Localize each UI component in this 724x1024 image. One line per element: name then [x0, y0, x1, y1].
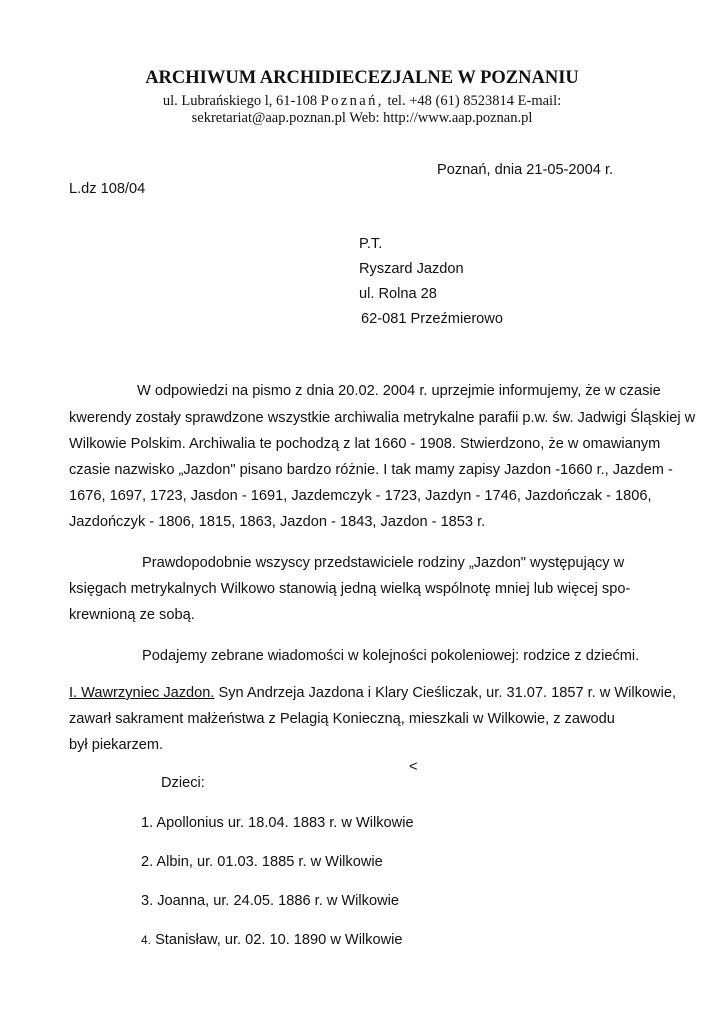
children-heading: Dzieci: [161, 775, 205, 791]
address-suffix: tel. +48 (61) 8523814 E-mail: [383, 93, 562, 109]
paragraph-line: księgach metrykalnych Wilkowo stanowią jedną wielką wspólnotę mniej lub więcej spo- [69, 581, 631, 597]
paragraph-line: W odpowiedzi na pismo z dnia 20.02. 2004 r. uprzejmie informujemy, że w czasie [137, 383, 661, 399]
institution-title: ARCHIWUM ARCHIDIECEZJALNE W POZNANIU [145, 68, 579, 88]
section-heading: I. Wawrzyniec Jazdon. [69, 685, 215, 701]
stray-mark: < [409, 759, 418, 775]
list-number: 2. [141, 854, 154, 870]
address-line [0, 93, 724, 110]
list-number: 4. [141, 933, 152, 947]
list-text: Stanisław, ur. 02. 10. 1890 w Wilkowie [155, 932, 403, 948]
paragraph-line: Jazdończyk - 1806, 1815, 1863, Jazdon - 1843, Jazdon - 1853 r. [69, 514, 486, 530]
paragraph-line: 1676, 1697, 1723, Jasdon - 1691, Jazdemczyk - 1723, Jazdyn - 1746, Jazdończak - 1806, [69, 488, 652, 504]
paragraph-line: Prawdopodobnie wszyscy przedstawiciele rodziny „Jazdon" występujący w [142, 555, 625, 571]
recipient-street: ul. Rolna 28 [359, 286, 437, 302]
paragraph-line: Wilkowie Polskim. Archiwalia te pochodzą z lat 1660 - 1908. Stwierdzono, że w omawianym [69, 436, 661, 452]
list-item [141, 932, 403, 948]
section-line: zawarł sakrament małżeństwa z Pelagią Konieczną, mieszkali w Wilkowie, z zawodu [69, 711, 615, 727]
recipient-postal-city: 62-081 Przeźmierowo [361, 311, 503, 327]
address-city: Poznań, [320, 93, 384, 109]
list-number: 3. [141, 893, 154, 909]
paragraph-line: kwerendy zostały sprawdzone wszystkie archiwalia metrykalne parafii p.w. św. Jadwigi Śląskiej w [69, 410, 696, 426]
contact-line: sekretariat@aap.poznan.pl Web: http://www.aap.poznan.pl [191, 110, 533, 126]
list-item [141, 854, 383, 870]
section-text: Syn Andrzeja Jazdona i Klary Cieśliczak, ur. 31.07. 1857 r. w Wilkowie, [214, 685, 676, 701]
list-number: 1. [141, 815, 154, 831]
paragraph-line: czasie nazwisko „Jazdon" pisano bardzo różnie. I tak mamy zapisy Jazdon -1660 r., Jazdem - [69, 462, 673, 478]
place-date: Poznań, dnia 21-05-2004 r. [437, 162, 614, 178]
list-text: Apollonius ur. 18.04. 1883 r. w Wilkowie [156, 815, 414, 831]
section-line [69, 685, 676, 701]
paragraph-line: krewnioną ze sobą. [69, 607, 195, 623]
section-line: był piekarzem. [69, 737, 164, 753]
list-text: Joanna, ur. 24.05. 1886 r. w Wilkowie [157, 893, 399, 909]
recipient-salutation: P.T. [359, 236, 383, 252]
list-text: Albin, ur. 01.03. 1885 r. w Wilkowie [156, 854, 383, 870]
list-item [141, 815, 414, 831]
paragraph-line: Podajemy zebrane wiadomości w kolejności pokoleniowej: rodzice z dziećmi. [142, 648, 640, 664]
reference-number: L.dz 108/04 [69, 181, 146, 197]
address-prefix: ul. Lubrańskiego l, 61-108 [162, 93, 321, 109]
list-item [141, 893, 399, 909]
recipient-name: Ryszard Jazdon [359, 261, 464, 277]
